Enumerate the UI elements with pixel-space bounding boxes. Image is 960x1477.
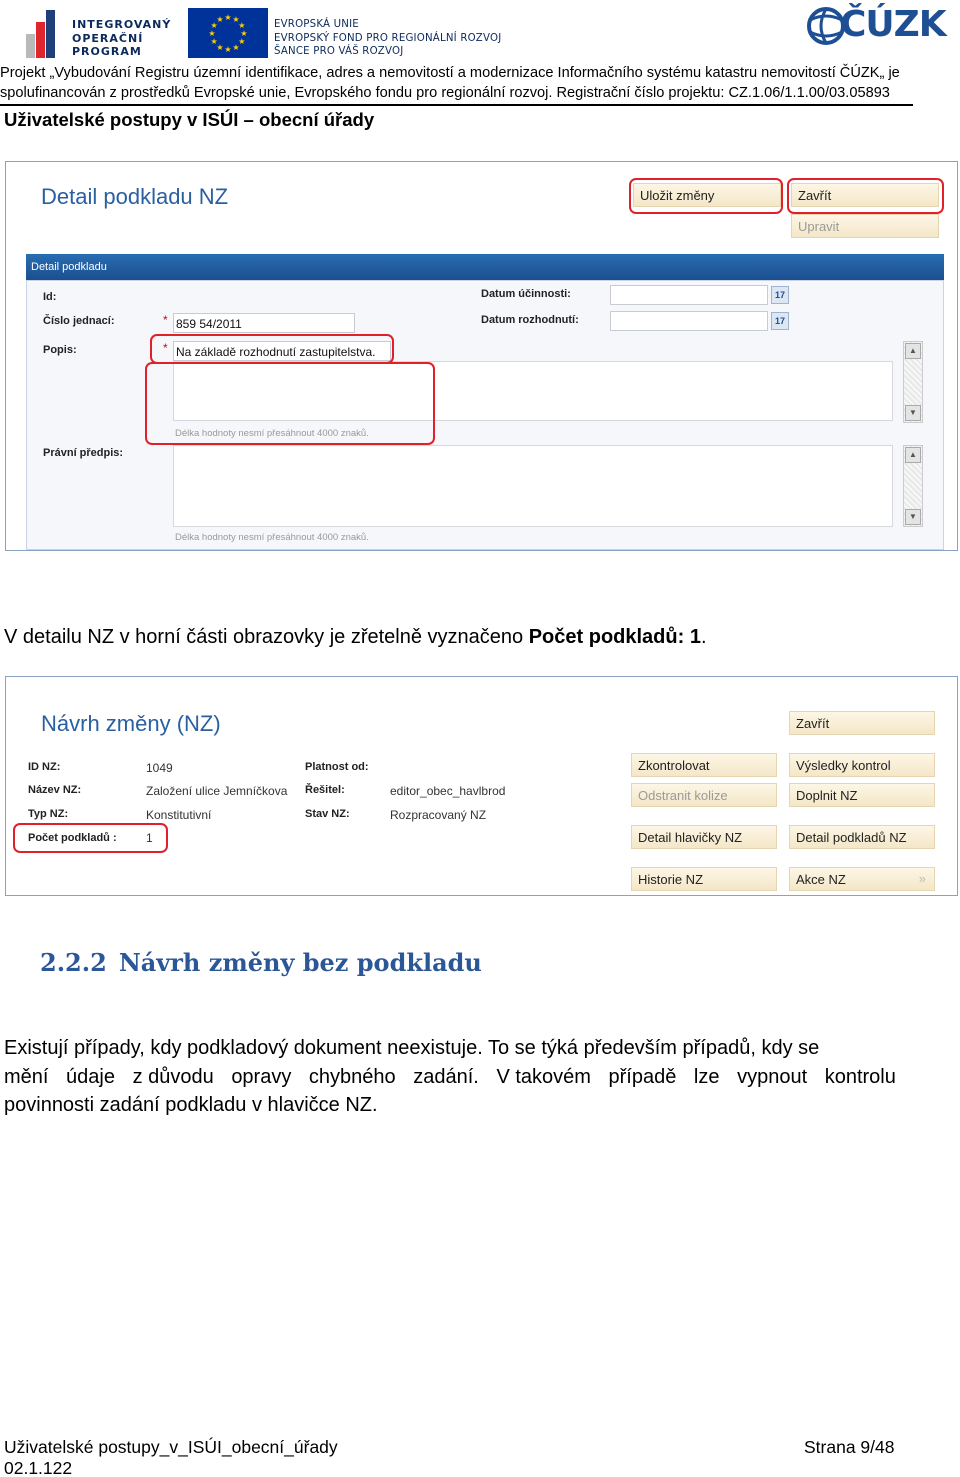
section-heading [40,948,482,977]
doplnit-nz-button[interactable]: Doplnit NZ [789,783,935,807]
paragraph-2-line-3: povinnosti zadání podkladu v hlavičce NZ. [4,1094,378,1116]
detail-podkladu-button[interactable]: Detail podkladů NZ [789,825,935,849]
word: případě [608,1066,677,1088]
paragraph-2-line-1: Existují případy, kdy podkladový dokument neexistuje. To se týká především případů, kdy se [4,1037,820,1059]
paragraph-1 [4,626,707,649]
scroll-up-icon[interactable]: ▲ [905,343,921,359]
scroll-down-icon[interactable]: ▼ [905,405,921,421]
historie-nz-button[interactable]: Historie NZ [631,867,777,891]
section-title: Návrh změny bez podkladu [118,948,482,977]
star-icon: ★ [232,15,240,25]
label-cislo-jednaci: Číslo jednací: [43,315,115,327]
label-datum-rozhodnuti: Datum rozhodnutí: [481,314,579,326]
doc-title: Uživatelské postupy v ISÚI – obecní úřady [4,109,375,130]
word: z důvodu [132,1066,214,1088]
label-typ-nz: Typ NZ: [28,808,69,820]
label-platnost-od: Platnost od: [305,761,369,773]
word: V takovém [496,1066,591,1088]
label-popis: Popis: [43,344,77,356]
highlight-popis-area [145,362,435,445]
eu-line-2: EVROPSKÝ FOND PRO REGIONÁLNÍ ROZVOJ [274,32,502,44]
cuzk-logo [806,4,946,48]
datum-rozhodnuti-input[interactable] [610,311,768,331]
label-datum-ucinnosti: Datum účinnosti: [481,288,571,300]
required-mark: * [163,341,168,355]
star-icon: ★ [216,15,224,25]
label-id: Id: [43,291,57,303]
word: lze [693,1066,720,1088]
star-icon: ★ [240,29,248,38]
iop-line-2: OPERAČNÍ [72,31,144,45]
value-nazev-nz: Založení ulice Jemníčkova [146,784,288,798]
star-icon: ★ [232,42,240,52]
star-icon: ★ [208,29,216,38]
star-icon: ★ [238,21,246,30]
header-rule [0,104,913,106]
label-stav-nz: Stav NZ: [305,808,350,820]
iop-logo [24,6,184,58]
label-resitel: Řešitel: [305,784,345,796]
highlight-pocet-podkladu [13,823,168,853]
popis-input[interactable]: Na základě rozhodnutí zastupitelstva. [173,341,391,361]
para1-text: V detailu NZ v horní části obrazovky je zřetelně vyznačeno [4,626,529,648]
zkontrolovat-button[interactable]: Zkontrolovat [631,753,777,777]
cuzk-logo-text: ČÚZK [840,4,946,45]
value-pocet-podkladu: 1 [146,831,153,845]
label-pocet-podkladu: Počet podkladů : [28,832,117,844]
word: zadání. [413,1066,479,1088]
iop-line-3: PROGRAM [72,45,142,58]
para1-end: . [700,626,707,648]
close-button[interactable]: Zavřít [789,711,935,735]
globe-icon [806,4,844,48]
project-line-1: Projekt „Vybudování Registru územní identifikace, adres a nemovitostí a modernizace Informačního systému katastru nemovitostí ČÚZK„ je [0,65,900,81]
pravni-predpis-textarea[interactable] [173,445,893,527]
word: kontrolu [824,1066,896,1088]
eu-stars-icon [188,8,268,58]
cislo-jednaci-input[interactable]: 859 54/2011 [173,313,355,333]
highlight-popis [150,334,394,364]
calendar-icon[interactable]: 17 [771,312,789,330]
eu-line-3: ŠANCE PRO VÁŠ ROZVOJ [274,46,404,57]
project-line-2: spolufinancován z prostředků Evropské unie, Evropského fondu pro regionální rozvoj. Registrační číslo projektu: CZ.1.06/1.1.00/03.05893 [0,85,890,101]
save-changes-button[interactable]: Uložit změny [633,183,781,207]
footer-doc-name: Uživatelské postupy_v_ISÚI_obecní_úřady [4,1437,338,1457]
eu-line-1: EVROPSKÁ UNIE [274,19,359,30]
eu-flag [188,8,268,58]
value-stav-nz: Rozpracovaný NZ [390,808,487,822]
value-typ-nz: Konstitutivní [146,808,212,822]
close-button[interactable]: Zavřít [791,183,939,207]
nz-title: Návrh změny (NZ) [41,711,221,736]
star-icon: ★ [238,37,246,46]
footer-date: 02.1.122 [4,1458,73,1477]
highlight-close [787,178,944,214]
edit-button[interactable]: Upravit [791,214,939,238]
popis-scrollbar[interactable] [903,341,923,423]
screenshot-navrh-zmeny [5,676,958,896]
required-mark: * [163,313,168,327]
scroll-up-icon[interactable]: ▲ [905,447,921,463]
value-id-nz: 1049 [146,761,173,775]
highlight-save [629,178,783,214]
star-icon: ★ [210,37,218,46]
word: opravy [231,1066,292,1088]
label-pravni-predpis: Právní předpis: [43,447,124,459]
scroll-down-icon[interactable]: ▼ [905,509,921,525]
pravni-scrollbar[interactable] [903,445,923,527]
label-id-nz: ID NZ: [28,761,61,773]
footer-page-number: Strana 9/48 [804,1437,895,1457]
iop-logo-bars-icon [24,6,70,58]
vysledky-kontrol-button[interactable]: Výsledky kontrol [789,753,935,777]
star-icon: ★ [216,42,224,52]
para1-bold: Počet podkladů: 1 [528,626,701,648]
screenshot-detail-podkladu [5,161,958,551]
paragraph-2-line-2 [4,1066,896,1089]
star-icon: ★ [224,45,232,54]
akce-nz-button[interactable] [789,867,935,891]
detail-hlavicky-button[interactable]: Detail hlavičky NZ [631,825,777,849]
panel-title-bar: Detail podkladu [26,254,944,280]
double-chevron-icon: » [918,871,926,886]
odstranit-kolize-button[interactable]: Odstranit kolize [631,783,777,807]
popis-hint: Délka hodnoty nesmí přesáhnout 4000 znaků. [175,428,369,439]
section-number: 2.2.2 [40,948,107,977]
iop-logo-text [72,18,171,59]
value-resitel: editor_obec_havlbrod [390,784,506,798]
word: údaje [66,1066,115,1088]
iop-line-1: INTEGROVANÝ [72,18,172,31]
eu-text [274,18,501,59]
word: vypnout [737,1066,808,1088]
akce-nz-label: Akce NZ [796,872,846,887]
datum-ucinnosti-input[interactable] [610,285,768,305]
label-nazev-nz: Název NZ: [28,784,82,796]
calendar-icon[interactable]: 17 [771,286,789,304]
page-title: Detail podkladu NZ [41,184,229,209]
star-icon: ★ [210,21,218,30]
word: mění [4,1066,49,1088]
star-icon: ★ [224,13,232,22]
pravni-hint: Délka hodnoty nesmí přesáhnout 4000 znaků. [175,532,369,543]
word: chybného [308,1066,396,1088]
